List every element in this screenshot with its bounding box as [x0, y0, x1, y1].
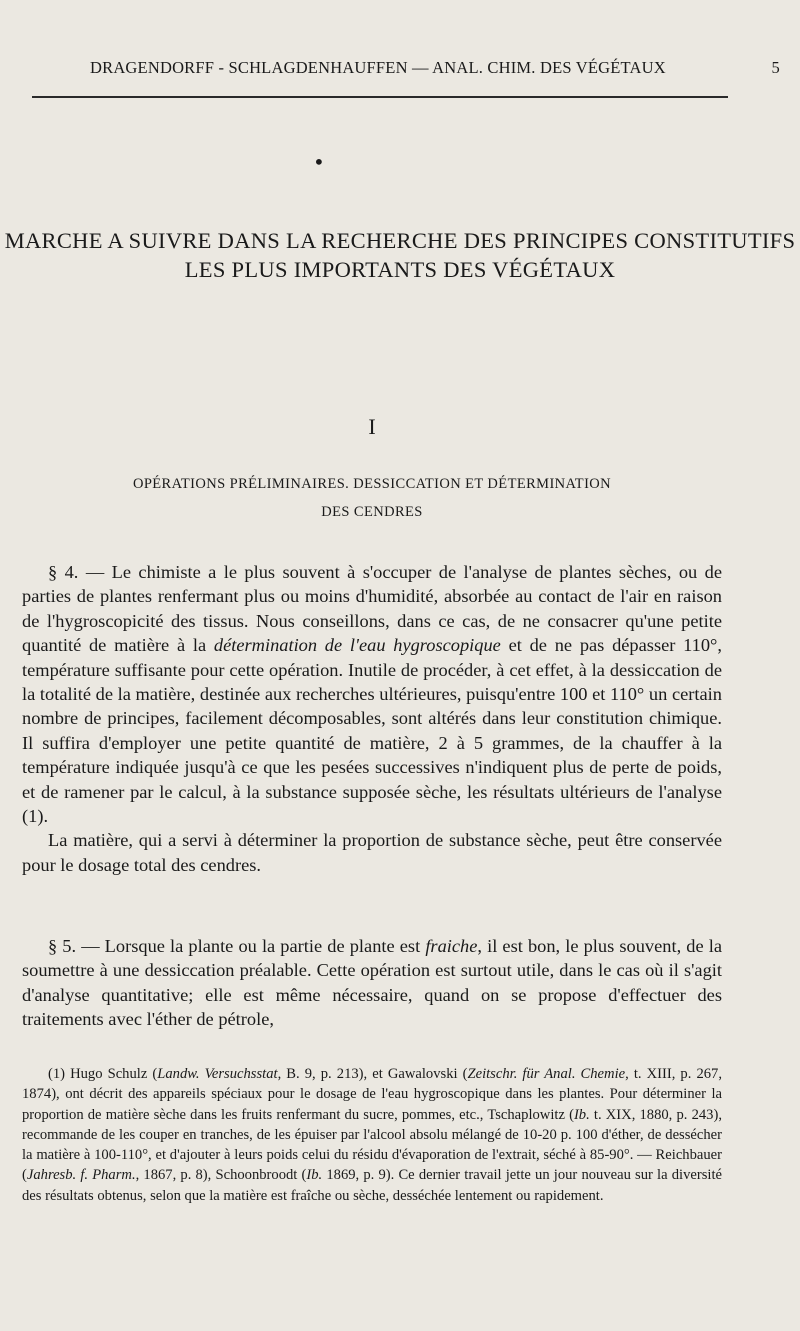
section-title-line-2: DES CENDRES [321, 504, 423, 520]
footnote-citation: Ib. [306, 1167, 323, 1184]
footnote-text: , 1867, p. 8), Schoonbroodt ( [135, 1167, 307, 1184]
footnote-1 [22, 1064, 722, 1206]
footnote-text: , B. 9, p. 213), et Gawalovski ( [277, 1066, 468, 1082]
footnote-text: t. XIX, 1880, p. 243), recommande de les couper en tranches, de les épuiser par l'alcool absolu mélangé de 10-20 p. 100 d'éther, de dessécher la matière à 100-110°, et d'ajouter à leurs poids celui du résidu d'évaporation de l'extrait, séché à 85-90°. — Reichbauer ( [22, 1106, 722, 1184]
footnote-text: (1) Hugo Schulz ( [48, 1066, 158, 1082]
header-rule [32, 96, 728, 98]
footnote-text: 1869, p. 9). Ce dernier travail jette un jour nouveau sur la diversité des résultats obtenus, selon que la matière est fraîche ou sèche, desséchée lentement ou rapidement. [22, 1167, 722, 1204]
body-section-5 [22, 934, 722, 1032]
footnote-citation: Ib. [573, 1106, 590, 1123]
paragraph-4-text: § 4. — Le chimiste a le plus souvent à s'occuper de l'analyse de plantes sèches, ou de parties de plantes renfermant plus ou moins d'humidité, absorbée au contact de l'air en raison de l'hygroscopicité des tissus. Nous conseillons, dans ce cas, de ne consacrer qu'une petite quantité de matière à la [22, 562, 722, 656]
paragraph-4-emphasis: détermination de l'eau hygroscopique [213, 635, 501, 656]
section-title [0, 470, 744, 526]
paragraph-5-emphasis: fraiche [425, 936, 478, 956]
footnote-citation: Jahresb. f. Pharm. [26, 1167, 136, 1184]
section-numeral: I [368, 414, 376, 439]
chapter-title [0, 226, 800, 284]
footnote-text: , t. XIII, p. 267, 1874), ont décrit des appareils spéciaux pour le dosage de l'eau hygroscopique dans les plantes. Pour déterminer la proportion de matière sèche dans les fruits renfermant du sucre, pommes, etc., Tschaplowitz ( [22, 1066, 722, 1123]
section-title-line-1: OPÉRATIONS PRÉLIMINAIRES. DESSICCATION ET DÉTERMINATION [132, 476, 612, 492]
footnote-citation: Zeitschr. für Anal. Chemie [467, 1066, 626, 1082]
body-section-4 [22, 560, 722, 877]
paragraph-4 [22, 560, 722, 828]
paragraph-4-text-cont: et de ne pas dépasser 110°, température suffisante pour cette opération. Inutile de procéder, à cet effet, à la dessiccation de la totalité de la matière, destinée aux recherches ultérieures, puisqu'entre 100 et 110° un certain nombre de principes, facilement décomposables, sont altérés dans leur constitution chimique. Il suffira d'employer une petite quantité de matière, 2 à 5 grammes, de la chauffer à la température indiquée jusqu'à ce que les pesées successives n'indiquent plus de perte de poids, et de ramener par le calcul, à la substance supposée sèche, les résultats ultérieurs de l'analyse (1). [22, 635, 722, 827]
page-number: 5 [771, 58, 780, 77]
paragraph-4b: La matière, qui a servi à déterminer la proportion de substance sèche, peut être conservée pour le dosage total des cendres. [22, 830, 722, 875]
ink-dot: • [313, 150, 325, 174]
footnote-citation: Landw. Versuchsstat [157, 1066, 278, 1082]
paragraph-5-text-cont: , il est bon, le plus souvent, de la soumettre à une dessiccation préalable. Cette opération est surtout utile, dans le cas où il s'agit d'analyse quantitative; elle est même nécessaire, quand on se propose d'effectuer des traitements avec l'éther de pétrole, [22, 936, 723, 1030]
chapter-title-line-2: LES PLUS IMPORTANTS DES VÉGÉTAUX [184, 257, 616, 282]
running-head-title: DRAGENDORFF - SCHLAGDENHAUFFEN — ANAL. CHIM. DES VÉGÉTAUX [90, 58, 666, 77]
paragraph-5 [22, 934, 722, 1032]
footnotes [22, 1064, 722, 1206]
chapter-title-line-1: MARCHE A SUIVRE DANS LA RECHERCHE DES PRINCIPES CONSTITUTIFS [4, 228, 796, 253]
paragraph-5-text: § 5. — Lorsque la plante ou la partie de plante est [48, 936, 426, 956]
